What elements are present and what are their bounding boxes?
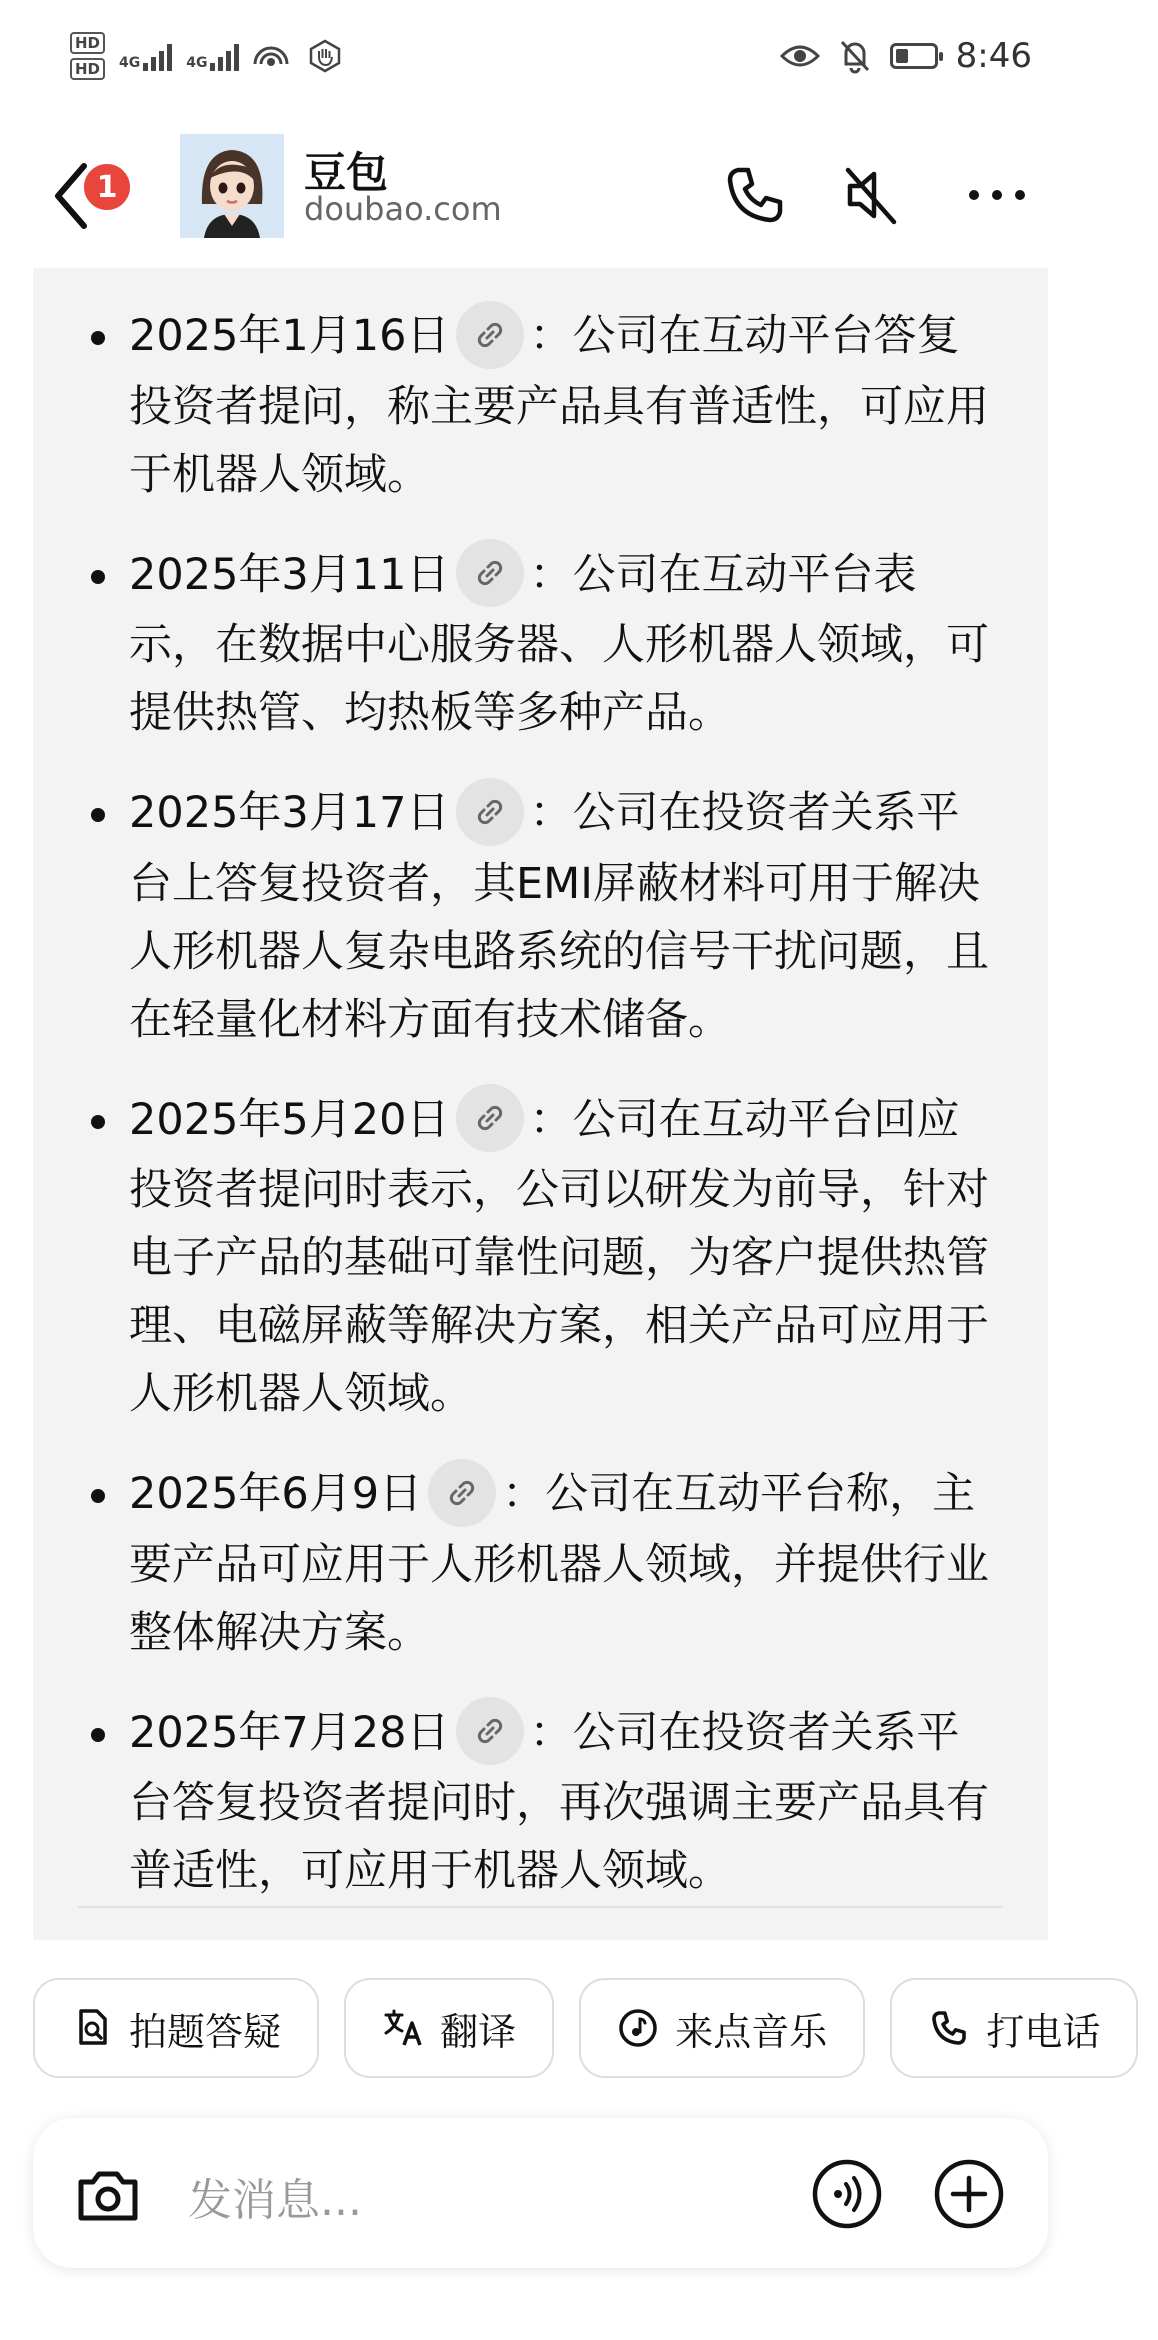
list-item (33, 779, 1048, 1054)
hd-badge-1: HD (70, 32, 105, 54)
chat-message-area[interactable] (33, 268, 1048, 1940)
status-bar (0, 0, 1080, 120)
translate-button[interactable] (344, 1978, 554, 2078)
list-item (33, 302, 1048, 509)
bullet-icon (91, 331, 105, 345)
signal-bars-2-icon (210, 41, 239, 71)
add-attachment-button[interactable] (933, 2158, 1005, 2230)
hd-badge-2: HD (70, 58, 105, 80)
quick-actions-bar[interactable] (33, 1978, 1101, 2082)
item-date: 2025年7月28日 (129, 1707, 450, 1758)
hd-indicators (70, 32, 105, 80)
clock: 8:46 (955, 36, 1032, 76)
item-text: ：公司在互动平台表示，在数据中心服务器、人形机器人领域，可提供热管、均热板等多种产品。 (129, 549, 989, 738)
assistant-avatar-icon (180, 134, 284, 238)
list-item (33, 541, 1048, 748)
hand-icon (307, 38, 343, 74)
item-text: ：公司在互动平台答复投资者提问，称主要产品具有普适性，可应用于机器人领域。 (129, 311, 989, 500)
list-item (33, 1699, 1048, 1906)
bullet-icon (91, 808, 105, 822)
call-label: 打电话 (986, 2009, 1101, 2054)
phone-icon (928, 2007, 970, 2049)
battery-icon (890, 43, 938, 69)
avatar[interactable] (180, 134, 284, 238)
message-input-bar (33, 2118, 1048, 2268)
bullet-icon (91, 570, 105, 584)
chat-header (0, 120, 1080, 270)
signal-1 (119, 41, 172, 71)
list-item (33, 1460, 1048, 1667)
signal-bars-1-icon (143, 41, 172, 71)
link-icon[interactable] (456, 1084, 524, 1152)
item-date: 2025年1月16日 (129, 311, 450, 361)
call-button[interactable] (890, 1978, 1138, 2078)
item-text: ：公司在投资者关系平台答复投资者提问时，再次强调主要产品具有普适性，可应用于机器人领域。 (129, 1707, 989, 1896)
network-type-1: 4G (119, 55, 141, 71)
bullet-icon (91, 1489, 105, 1503)
link-icon[interactable] (456, 301, 524, 369)
photo-question-icon (71, 2007, 113, 2049)
link-icon[interactable] (456, 539, 524, 607)
translate-icon (382, 2007, 424, 2049)
message-input[interactable]: 发消息... (188, 2175, 362, 2226)
divider (78, 1906, 1003, 1908)
translate-label: 翻译 (440, 2009, 517, 2054)
link-icon[interactable] (456, 778, 524, 846)
chat-title: 豆包 (304, 148, 389, 197)
item-date: 2025年6月9日 (129, 1469, 423, 1519)
item-date: 2025年5月20日 (129, 1094, 450, 1145)
music-icon (617, 2007, 659, 2049)
item-text: ：公司在互动平台称，主要产品可应用于人形机器人领域，并提供行业整体解决方案。 (129, 1469, 989, 1658)
music-label: 来点音乐 (675, 2009, 828, 2054)
bullet-icon (91, 1728, 105, 1742)
hotspot-icon (253, 38, 293, 74)
photo-question-button[interactable] (33, 1978, 319, 2078)
list-item (33, 1086, 1048, 1429)
status-right (780, 36, 1032, 76)
phone-call-button[interactable] (720, 160, 790, 230)
link-icon[interactable] (456, 1697, 524, 1765)
signal-2 (186, 41, 239, 71)
status-left (70, 32, 343, 80)
chat-subtitle: doubao.com (304, 190, 502, 228)
bullet-icon (91, 1115, 105, 1129)
speaker-mute-button[interactable] (836, 160, 906, 230)
mute-notification-icon (838, 38, 872, 74)
network-type-2: 4G (186, 55, 208, 71)
music-button[interactable] (579, 1978, 865, 2078)
camera-button[interactable] (73, 2160, 143, 2230)
voice-input-button[interactable] (811, 2158, 883, 2230)
item-date: 2025年3月11日 (129, 549, 450, 600)
unread-badge: 1 (80, 160, 134, 214)
link-icon[interactable] (428, 1459, 496, 1527)
item-date: 2025年3月17日 (129, 788, 450, 838)
item-text: ：公司在投资者关系平台上答复投资者，其EMI屏蔽材料可用于解决人形机器人复杂电路系统的信号干扰问题，且在轻量化材料方面有技术储备。 (129, 788, 989, 1045)
eye-icon (780, 43, 820, 69)
photo-question-label: 拍题答疑 (129, 2009, 282, 2054)
item-text: ：公司在互动平台回应投资者提问时表示，公司以研发为前导，针对电子产品的基础可靠性问题，为客户提供热管理、电磁屏蔽等解决方案，相关产品可应用于人形机器人领域。 (129, 1094, 989, 1419)
more-options-icon[interactable] (962, 160, 1032, 230)
message-bullet-list (33, 268, 1048, 1905)
